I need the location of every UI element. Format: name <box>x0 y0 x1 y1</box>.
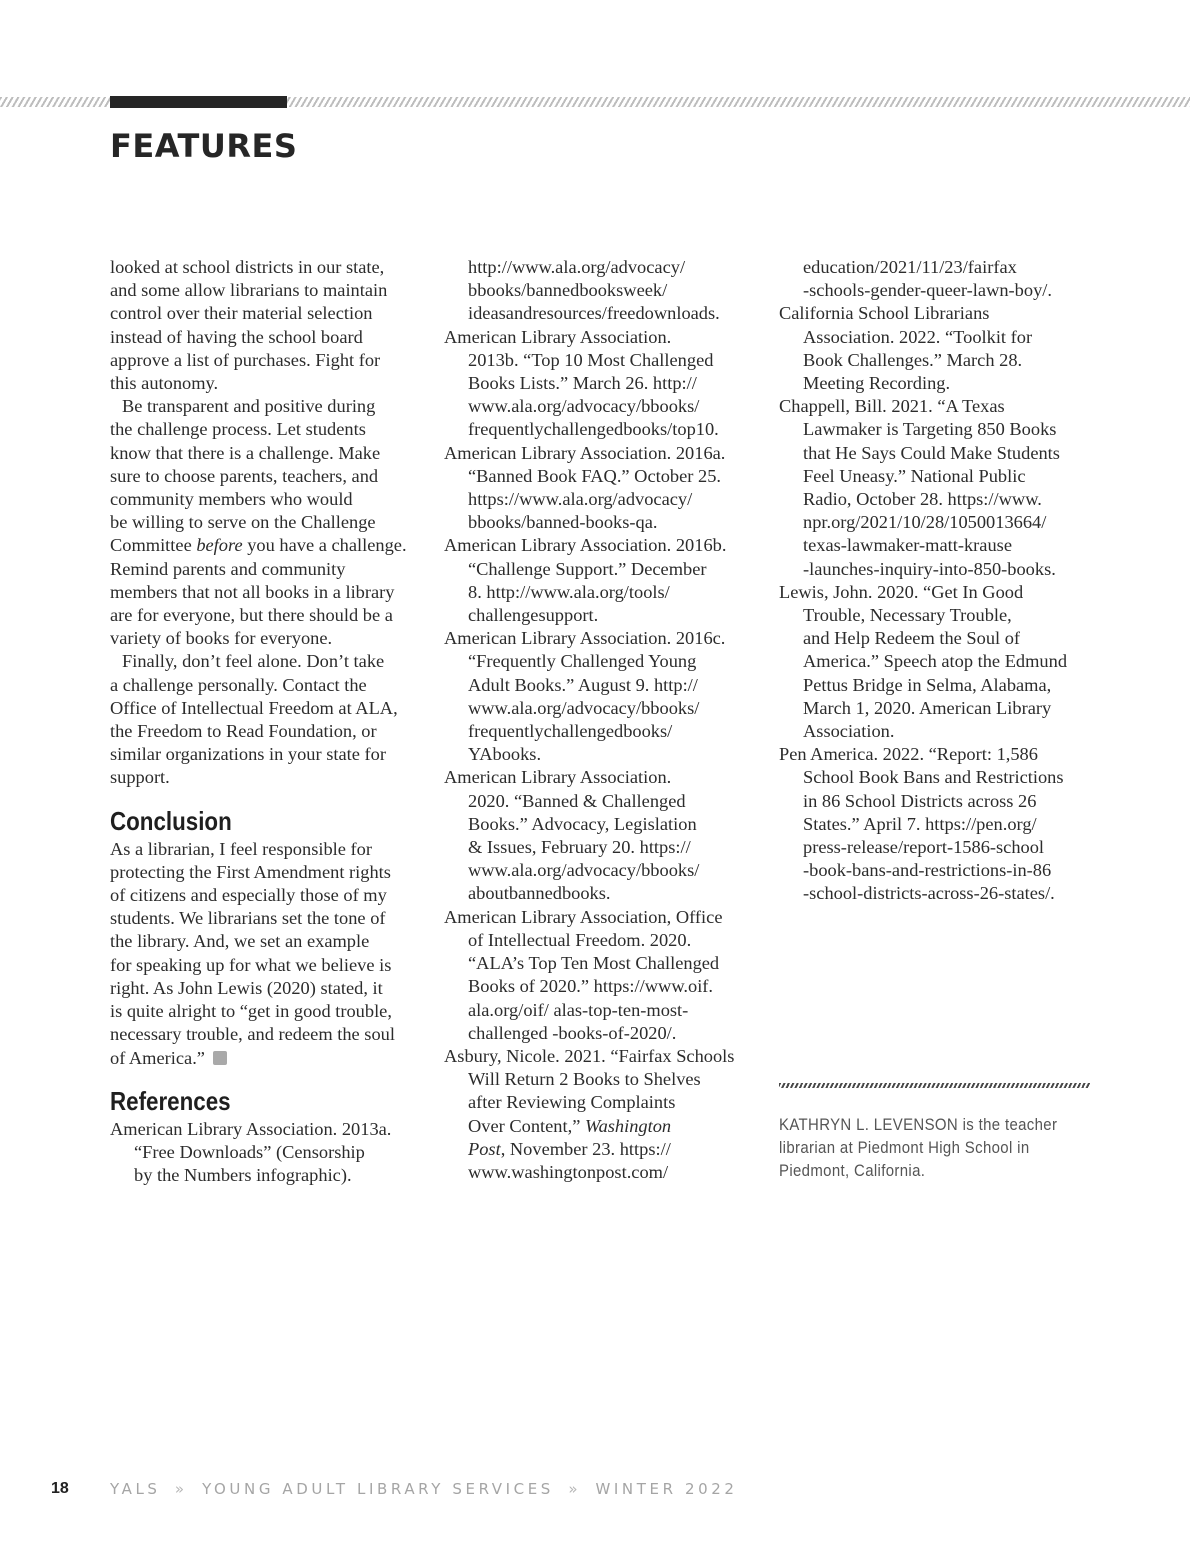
text-line: similar organizations in your state for <box>110 744 386 765</box>
reference-entry <box>444 442 762 535</box>
text-line: be willing to serve on the Challenge <box>110 512 376 533</box>
reference-line: Trouble, Necessary Trouble, <box>803 605 1012 626</box>
running-footer <box>110 1480 738 1498</box>
reference-line: “Challenge Support.” December <box>468 558 707 579</box>
reference-line <box>444 1115 762 1138</box>
text-line: members that not all books in a library <box>110 581 395 602</box>
text-run: Over Content,” <box>468 1115 585 1136</box>
text-run: of America.” <box>110 1047 205 1068</box>
footer-journal-abbrev: YALS <box>110 1480 161 1498</box>
reference-link[interactable]: www.ala.org/advocacy/bbooks/ <box>468 860 700 881</box>
reference-link[interactable]: ideasandresources/freedownloads. <box>468 303 720 324</box>
emphasis-text: before <box>196 535 243 556</box>
reference-link[interactable]: aboutbannedbooks. <box>468 883 611 904</box>
reference-line: Radio, October 28. https://www. <box>803 489 1042 510</box>
footer-separator: » <box>174 1480 188 1498</box>
reference-link[interactable]: frequentlychallengedbooks/ <box>468 721 673 742</box>
text-line: As a librarian, I feel responsible for <box>110 838 372 859</box>
text-line: support. <box>110 767 170 788</box>
text-line: for speaking up for what we believe is <box>110 954 392 975</box>
reference-line: States.” April 7. https://pen.org/ <box>803 813 1037 834</box>
text-run: you have a challenge. <box>242 535 407 556</box>
text-line <box>110 534 428 557</box>
bio-line: KATHRYN L. LEVENSON is the teacher <box>779 1115 1058 1134</box>
reference-line: Chappell, Bill. 2021. “A Texas <box>779 396 1005 417</box>
reference-line: by the Numbers infographic). <box>134 1165 352 1186</box>
body-paragraph <box>110 650 428 789</box>
reference-line: American Library Association. 2016b. <box>444 535 727 556</box>
reference-entry-continued <box>779 256 1097 302</box>
reference-line: that He Says Could Make Students <box>803 442 1060 463</box>
text-line: students. We librarians set the tone of <box>110 908 386 929</box>
reference-link[interactable]: www.washingtonpost.com/ <box>468 1161 669 1182</box>
reference-entry <box>110 1118 428 1188</box>
reference-line: Asbury, Nicole. 2021. “Fairfax Schools <box>444 1045 735 1066</box>
reference-line: Will Return 2 Books to Shelves <box>468 1069 701 1090</box>
reference-line: Books of 2020.” https://www.oif. <box>468 976 714 997</box>
author-bio <box>779 1113 1099 1182</box>
reference-link[interactable]: bbooks/banned-books-qa. <box>468 512 658 533</box>
reference-line <box>444 1138 762 1161</box>
text-run: Committee <box>110 535 197 556</box>
reference-line: American Library Association. 2016a. <box>444 442 726 463</box>
reference-link[interactable]: -schools-gender-queer-lawn-boy/. <box>803 280 1052 301</box>
reference-line: Books Lists.” March 26. http:// <box>468 373 697 394</box>
body-paragraph <box>110 838 428 1070</box>
reference-line: 2013b. “Top 10 Most Challenged <box>468 349 714 370</box>
text-line: is quite alright to “get in good trouble, <box>110 1001 392 1022</box>
reference-line: American Library Association. <box>444 767 672 788</box>
text-line: community members who would <box>110 489 353 510</box>
bio-divider-rule <box>779 1083 1090 1088</box>
reference-line: Pettus Bridge in Selma, Alabama, <box>803 674 1052 695</box>
reference-line: Adult Books.” August 9. http:// <box>468 674 698 695</box>
reference-line: “ALA’s Top Ten Most Challenged <box>468 953 720 974</box>
reference-entry <box>779 395 1097 581</box>
reference-link[interactable]: -launches-inquiry-into-850-books. <box>803 558 1056 579</box>
reference-link[interactable]: https://www.ala.org/advocacy/ <box>468 489 693 510</box>
reference-line: Association. <box>803 721 895 742</box>
reference-entry <box>444 1045 762 1184</box>
reference-line: California School Librarians <box>779 303 990 324</box>
reference-entry <box>444 766 762 905</box>
body-paragraph <box>110 395 428 650</box>
reference-line: “Free Downloads” (Censorship <box>134 1141 365 1162</box>
reference-line: School Book Bans and Restrictions <box>803 767 1064 788</box>
reference-line: and Help Redeem the Soul of <box>803 628 1021 649</box>
reference-link[interactable]: ala.org/oif/ alas-top-ten-most- <box>468 999 689 1020</box>
text-line: know that there is a challenge. Make <box>110 442 381 463</box>
reference-link[interactable]: press-release/report-1586-school <box>803 837 1045 858</box>
reference-link[interactable]: www.ala.org/advocacy/bbooks/ <box>468 396 700 417</box>
reference-entry-continued <box>444 256 762 326</box>
publication-title: Post <box>468 1138 501 1159</box>
text-line: are for everyone, but there should be a <box>110 605 393 626</box>
text-line: right. As John Lewis (2020) stated, it <box>110 977 383 998</box>
text-line: a challenge personally. Contact the <box>110 674 367 695</box>
text-line: this autonomy. <box>110 373 219 394</box>
text-line: Finally, don’t feel alone. Don’t take <box>122 651 385 672</box>
reference-line: Association. 2022. “Toolkit for <box>803 326 1033 347</box>
reference-line: American Library Association. <box>444 326 672 347</box>
reference-link[interactable]: http://www.ala.org/advocacy/ <box>468 257 686 277</box>
page-number: 18 <box>51 1480 69 1497</box>
text-line: and some allow librarians to maintain <box>110 280 388 301</box>
text-line: the library. And, we set an example <box>110 931 370 952</box>
reference-line: 2020. “Banned & Challenged <box>468 790 686 811</box>
text-line: looked at school districts in our state, <box>110 257 385 277</box>
text-line: necessary trouble, and redeem the soul <box>110 1024 395 1045</box>
text-run: , November 23. https:// <box>500 1138 671 1159</box>
reference-link[interactable]: 8. http://www.ala.org/tools/ <box>468 581 670 602</box>
reference-line: Lewis, John. 2020. “Get In Good <box>779 581 1024 602</box>
text-line: of citizens and especially those of my <box>110 885 387 906</box>
body-paragraph <box>110 256 428 395</box>
reference-link[interactable]: frequentlychallengedbooks/top10. <box>468 419 719 440</box>
text-line: the challenge process. Let students <box>110 419 366 440</box>
reference-line: & Issues, February 20. https:// <box>468 837 691 858</box>
end-of-article-mark <box>213 1051 227 1065</box>
references-heading: References <box>110 1085 231 1116</box>
reference-line: American Library Association. 2016c. <box>444 628 726 649</box>
reference-link[interactable]: challenged -books-of-2020/. <box>468 1022 677 1043</box>
reference-link[interactable]: challengesupport. <box>468 605 599 626</box>
reference-line: Meeting Recording. <box>803 373 951 394</box>
reference-line: “Banned Book FAQ.” October 25. <box>468 465 721 486</box>
text-line: Office of Intellectual Freedom at ALA, <box>110 697 398 718</box>
text-line: control over their material selection <box>110 303 373 324</box>
reference-line: Lawmaker is Targeting 850 Books <box>803 419 1057 440</box>
reference-link[interactable]: YAbooks. <box>468 744 542 765</box>
footer-separator: » <box>568 1480 582 1498</box>
reference-line: American Library Association, Office <box>444 906 723 927</box>
reference-entry <box>444 627 762 766</box>
column-1 <box>110 256 428 1187</box>
reference-line: “Frequently Challenged Young <box>468 651 697 672</box>
text-line <box>110 1047 428 1070</box>
reference-entry <box>444 906 762 1045</box>
text-line: the Freedom to Read Foundation, or <box>110 721 377 742</box>
text-line: instead of having the school board <box>110 326 363 347</box>
conclusion-heading: Conclusion <box>110 805 232 836</box>
publication-title: Washington <box>584 1115 672 1136</box>
section-title: FEATURES <box>110 127 298 165</box>
column-2 <box>444 256 762 1184</box>
reference-link[interactable]: npr.org/2021/10/28/1050013664/ <box>803 512 1047 533</box>
reference-link[interactable]: education/2021/11/23/fairfax <box>803 257 1017 277</box>
text-line: sure to choose parents, teachers, and <box>110 465 379 486</box>
reference-entry <box>444 326 762 442</box>
reference-line: after Reviewing Complaints <box>468 1092 676 1113</box>
reference-entry <box>779 302 1097 395</box>
text-line: approve a list of purchases. Fight for <box>110 349 381 370</box>
text-line: Remind parents and community <box>110 558 346 579</box>
reference-line: American Library Association. 2013a. <box>110 1118 392 1139</box>
column-3 <box>779 256 1097 906</box>
text-line: Be transparent and positive during <box>122 396 376 417</box>
reference-line: America.” Speech atop the Edmund <box>803 651 1068 672</box>
text-line: variety of books for everyone. <box>110 628 333 649</box>
reference-line: March 1, 2020. American Library <box>803 697 1052 718</box>
section-label-bar <box>110 96 287 108</box>
bio-line: Piedmont, California. <box>779 1161 926 1180</box>
reference-entry <box>779 743 1097 905</box>
reference-link[interactable]: bbooks/bannedbooksweek/ <box>468 280 668 301</box>
reference-link[interactable]: www.ala.org/advocacy/bbooks/ <box>468 697 700 718</box>
reference-line: Books.” Advocacy, Legislation <box>468 813 697 834</box>
reference-link[interactable]: -book-bans-and-restrictions-in-86 <box>803 860 1052 881</box>
footer-publication: YOUNG ADULT LIBRARY SERVICES <box>202 1480 554 1498</box>
reference-line: of Intellectual Freedom. 2020. <box>468 929 692 950</box>
reference-entry <box>779 581 1097 743</box>
bio-line: librarian at Piedmont High School in <box>779 1138 1030 1157</box>
text-line: protecting the First Amendment rights <box>110 861 391 882</box>
reference-link[interactable]: texas-lawmaker-matt-krause <box>803 535 1012 556</box>
reference-line: Book Challenges.” March 28. <box>803 349 1023 370</box>
reference-link[interactable]: -school-districts-across-26-states/. <box>803 883 1055 904</box>
reference-line: Feel Uneasy.” National Public <box>803 465 1026 486</box>
footer-issue: WINTER 2022 <box>595 1480 738 1498</box>
reference-line: Pen America. 2022. “Report: 1,586 <box>779 744 1038 765</box>
reference-entry <box>444 534 762 627</box>
reference-line: in 86 School Districts across 26 <box>803 790 1037 811</box>
